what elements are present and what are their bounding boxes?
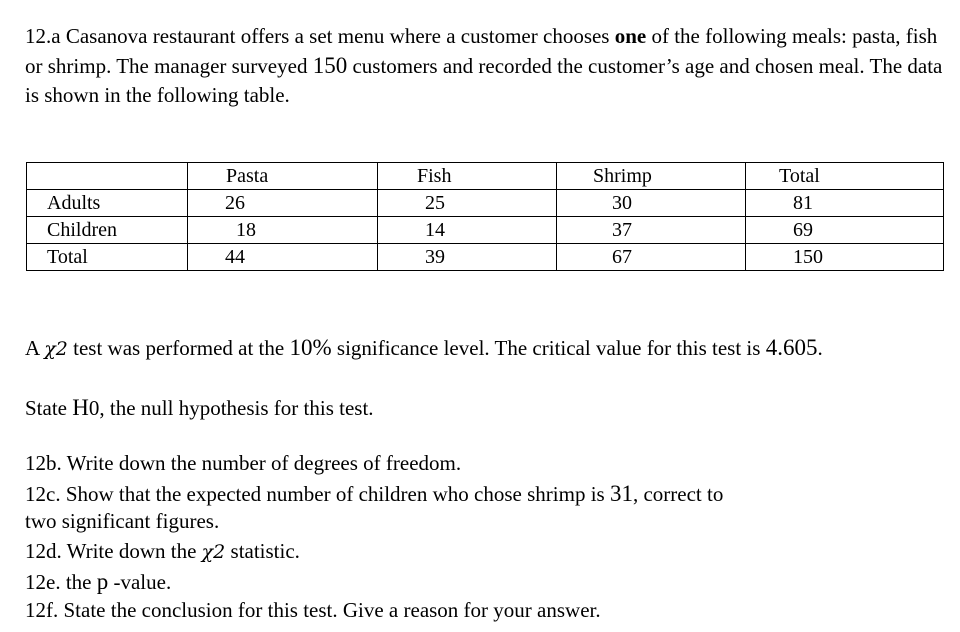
part-12d [25, 537, 300, 567]
null-subscript: 0 [88, 396, 100, 420]
intro-bold-one: one [614, 24, 647, 48]
table-cell: 44 [188, 244, 378, 271]
intro-number-150: 150 [312, 53, 348, 78]
null-h-symbol: H [72, 395, 89, 420]
part-12e [25, 567, 171, 597]
table-cell: 81 [746, 190, 944, 217]
survey-table [26, 162, 944, 271]
part-12f: 12f. State the conclusion for this test. Give a reason for your answer. [25, 598, 601, 622]
table-cell: 150 [746, 244, 944, 271]
table-header-cell-fish: Fish [378, 163, 557, 190]
intro-text-2: of the following meals: pasta, fish or shrimp. The manager surveyed [25, 24, 938, 78]
null-hypothesis-prompt [25, 393, 374, 423]
part-12d-suffix: statistic. [225, 539, 300, 563]
table-header-cell-pasta: Pasta [188, 163, 378, 190]
table-cell: 69 [746, 217, 944, 244]
table-cell: 30 [557, 190, 746, 217]
table-row-total [27, 244, 944, 271]
intro-text-1: 12.a Casanova restaurant offers a set menu where a customer chooses [25, 24, 615, 48]
part-12b: 12b. Write down the number of degrees of freedom. [25, 451, 462, 475]
intro-text-3: customers and recorded the customer’s age and chosen meal. The data is shown in the following table. [25, 54, 943, 107]
table-cell: 37 [557, 217, 746, 244]
chi-squared-symbol: χ2 [201, 541, 226, 563]
table-cell: 67 [557, 244, 746, 271]
test-statement [25, 333, 823, 364]
part-12d-text: 12d. Write down the [25, 539, 202, 563]
table-header-cell-shrimp: Shrimp [557, 163, 746, 190]
table-cell: 39 [378, 244, 557, 271]
part-12c-line2: two significant figures. [25, 509, 220, 533]
part-12e-text: 12e. the [25, 570, 97, 594]
part-12c-line1 [25, 479, 723, 509]
test-prefix: A [25, 336, 45, 360]
table-cell: 14 [378, 217, 557, 244]
part-12c-text: 12c. Show that the expected number of children who chose shrimp is [25, 482, 610, 506]
table-row-adults [27, 190, 944, 217]
table-cell-label: Children [27, 217, 188, 244]
p-value-symbol: p [96, 569, 109, 594]
table-cell-label: Total [27, 244, 188, 271]
chi-squared-symbol: χ2 [44, 338, 68, 360]
null-prefix: State [25, 396, 73, 420]
part-12c-number: 31 [609, 481, 633, 506]
table-header-cell-total: Total [746, 163, 944, 190]
test-text-2: significance level. The critical value for this test is [331, 336, 766, 360]
table-cell: 18 [188, 217, 378, 244]
table-header-row [27, 163, 944, 190]
part-12c-suffix: , correct to [632, 482, 724, 506]
test-suffix: . [817, 336, 823, 360]
question-12a-intro [25, 22, 950, 110]
table-row-children [27, 217, 944, 244]
table-cell-label: Adults [27, 190, 188, 217]
null-suffix: , the null hypothesis for this test. [99, 396, 374, 420]
table-header-cell-empty [27, 163, 188, 190]
table-cell: 26 [188, 190, 378, 217]
part-12e-suffix: -value. [108, 570, 172, 594]
significance-level: 10% [289, 335, 332, 360]
table-cell: 25 [378, 190, 557, 217]
critical-value: 4.605 [765, 335, 818, 360]
test-text-1: test was performed at the [67, 336, 290, 360]
